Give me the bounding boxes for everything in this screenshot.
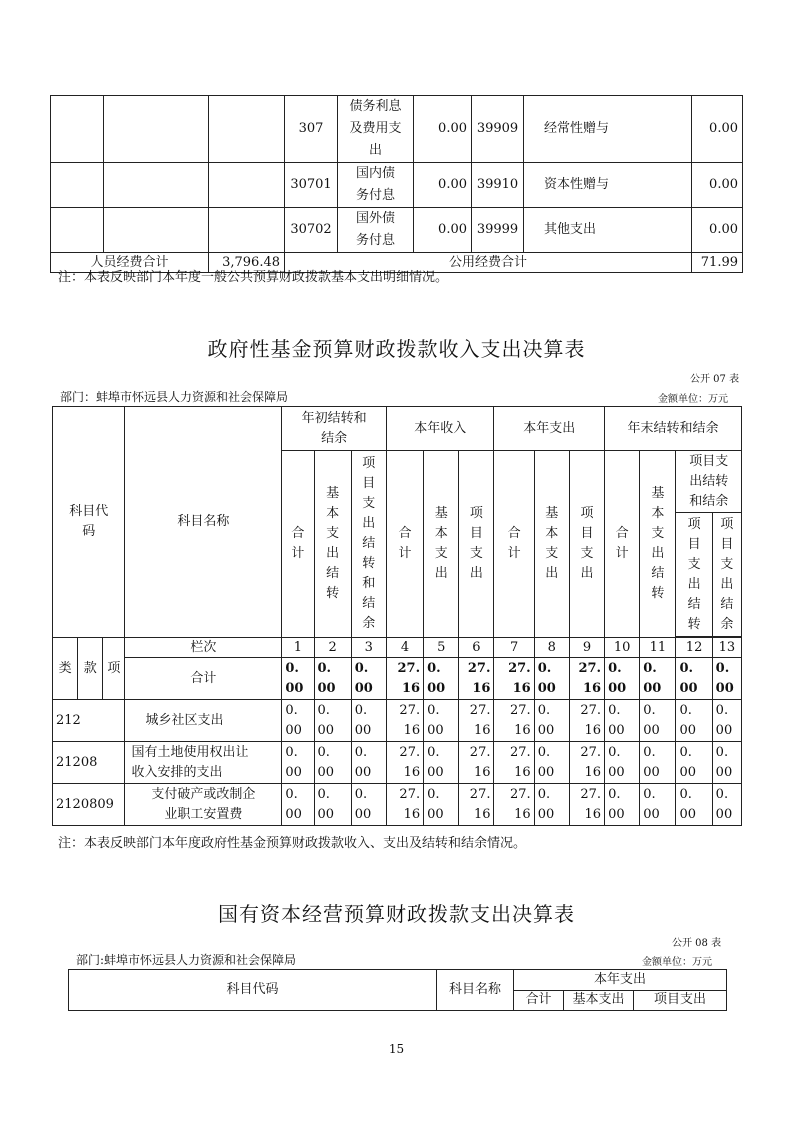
- header-project-carry: 项 目 支 出 结 转 和 结 余: [351, 451, 386, 638]
- cell-code: 39910: [472, 163, 524, 208]
- row-value: 0. 00: [640, 700, 676, 742]
- cell-name: 债务利息 及费用支 出: [338, 96, 414, 163]
- public-total-value: 71.99: [692, 253, 743, 273]
- cell-name: 国内债 务付息: [338, 163, 414, 208]
- row-value: 0. 00: [534, 742, 569, 784]
- total-value: 0. 00: [534, 658, 569, 700]
- row-value: 0. 00: [424, 784, 459, 826]
- column-number: 7: [494, 638, 534, 658]
- column-number: 6: [459, 638, 494, 658]
- cell-name: 其他支出: [524, 208, 692, 253]
- personnel-total-value: 3,796.48: [209, 253, 285, 273]
- row-value: 0. 00: [282, 700, 314, 742]
- cell-code: 307: [285, 96, 338, 163]
- row-value: 27. 16: [386, 700, 423, 742]
- public-total-label: 公用经费合计: [285, 253, 692, 273]
- header-code: 科目代 码: [53, 407, 125, 638]
- row-value: 0. 00: [351, 742, 386, 784]
- cell-code: 30701: [285, 163, 338, 208]
- header-item: 项: [103, 638, 125, 700]
- table-row: [51, 96, 743, 163]
- column-number: 12: [676, 638, 712, 658]
- row-value: 0. 00: [282, 784, 314, 826]
- row-value: 0. 00: [424, 742, 459, 784]
- column-number: 5: [424, 638, 459, 658]
- row-value: 27. 16: [569, 742, 604, 784]
- header-basic-carry: 基 本 支 出 结 转: [314, 451, 351, 638]
- row-value: 27. 16: [494, 742, 534, 784]
- total-value: 0. 00: [424, 658, 459, 700]
- total-value: 0. 00: [351, 658, 386, 700]
- unit-label: 金额单位：万元: [642, 957, 712, 968]
- total-value: 0. 00: [605, 658, 640, 700]
- total-value: 0. 00: [282, 658, 314, 700]
- row-name: 支付破产或改制企 业职工安置费: [125, 784, 282, 826]
- section-title: 国有资本经营预算财政拨款支出决算表: [218, 902, 575, 926]
- row-value: 27. 16: [494, 784, 534, 826]
- cell-value: 0.00: [692, 208, 743, 253]
- total-value: 0. 00: [640, 658, 676, 700]
- header-project-balance: 项 目 支 出 结 余: [712, 513, 741, 637]
- total-value: 0. 00: [314, 658, 351, 700]
- table-note: 注：本表反映部门本年度政府性基金预算财政拨款收入、支出及结转和结余情况。: [58, 836, 527, 851]
- cell-name: 资本性赠与: [524, 163, 692, 208]
- header-total: 合 计: [282, 451, 314, 638]
- row-value: 0. 00: [676, 700, 712, 742]
- row-value: 0. 00: [605, 784, 640, 826]
- cell-value: 0.00: [692, 163, 743, 208]
- total-label: 合计: [125, 658, 282, 700]
- cell-value: 0.00: [414, 163, 472, 208]
- column-number: 8: [534, 638, 569, 658]
- row-value: 0. 00: [640, 742, 676, 784]
- table-note: 注：本表反映部门本年度一般公共预算财政拨款基本支出明细情况。: [58, 270, 449, 285]
- table-row: [53, 700, 742, 742]
- header-name: 科目名称: [125, 407, 282, 638]
- column-number: 11: [640, 638, 676, 658]
- header-end-balance: 年末结转和结余: [605, 407, 742, 451]
- state-capital-table: [68, 969, 727, 1011]
- total-value: 27. 16: [386, 658, 423, 700]
- cell-code: 30702: [285, 208, 338, 253]
- cell-value: 0.00: [414, 208, 472, 253]
- row-value: 0. 00: [534, 700, 569, 742]
- header-project-group: 项目支 出结转 和结余: [676, 451, 742, 513]
- row-name: 城乡社区支出: [125, 700, 282, 742]
- header-total: 合 计: [605, 451, 640, 638]
- header-section: 款: [78, 638, 103, 700]
- row-value: 27. 16: [386, 742, 423, 784]
- page-number: 15: [388, 1042, 405, 1056]
- row-value: 0. 00: [676, 784, 712, 826]
- row-value: 27. 16: [459, 742, 494, 784]
- table-row: [51, 208, 743, 253]
- row-value: 0. 00: [424, 700, 459, 742]
- cell-name: 经常性赠与: [524, 96, 692, 163]
- table-row: [51, 163, 743, 208]
- header-income: 本年收入: [386, 407, 494, 451]
- total-value: 27. 16: [459, 658, 494, 700]
- cell-code: 39999: [472, 208, 524, 253]
- header-year-expense: 本年支出: [514, 970, 727, 991]
- column-number: 13: [712, 638, 741, 658]
- table-code: 公开 07 表: [690, 374, 740, 385]
- basic-expense-detail-table: [50, 95, 743, 273]
- row-value: 27. 16: [569, 700, 604, 742]
- row-value: 0. 00: [676, 742, 712, 784]
- table-row: [53, 784, 742, 826]
- page-title: 政府性基金预算财政拨款收入支出决算表: [207, 337, 586, 361]
- row-value: 0. 00: [314, 784, 351, 826]
- row-value: 27. 16: [569, 784, 604, 826]
- row-value: 0. 00: [605, 700, 640, 742]
- total-value: 0. 00: [676, 658, 712, 700]
- row-value: 27. 16: [459, 784, 494, 826]
- row-value: 27. 16: [459, 700, 494, 742]
- row-value: 0. 00: [314, 742, 351, 784]
- table-code: 公开 08 表: [672, 938, 722, 949]
- header-total: 合 计: [386, 451, 423, 638]
- cell-code: 39909: [472, 96, 524, 163]
- cell-name: 国外债 务付息: [338, 208, 414, 253]
- row-code: 2120809: [53, 784, 125, 826]
- column-number: 9: [569, 638, 604, 658]
- header-class: 类: [53, 638, 78, 700]
- row-value: 0. 00: [351, 700, 386, 742]
- department-label: 部门:蚌埠市怀远县人力资源和社会保障局: [76, 953, 297, 967]
- row-value: 0. 00: [712, 700, 741, 742]
- gov-fund-table: [52, 406, 742, 826]
- header-column-index: 栏次: [125, 638, 282, 658]
- header-code: 科目代码: [69, 970, 437, 1011]
- total-row: [53, 658, 742, 700]
- header-expense: 本年支出: [494, 407, 605, 451]
- header-project: 项 目 支 出: [459, 451, 494, 638]
- row-name: 国有土地使用权出让 收入安排的支出: [125, 742, 282, 784]
- column-number: 1: [282, 638, 314, 658]
- header-project-carry: 项 目 支 出 结 转: [676, 513, 712, 637]
- personnel-total-label: 人员经费合计: [51, 253, 209, 273]
- header-total: 合 计: [494, 451, 534, 638]
- header-basic: 基本支出: [564, 990, 634, 1011]
- header-begin-balance: 年初结转和 结余: [282, 407, 387, 451]
- row-value: 0. 00: [282, 742, 314, 784]
- total-value: 27. 16: [494, 658, 534, 700]
- department-label: 部门：蚌埠市怀远县人力资源和社会保障局: [60, 390, 289, 404]
- column-number: 3: [351, 638, 386, 658]
- header-basic-carry: 基 本 支 出 结 转: [640, 451, 676, 638]
- row-value: 0. 00: [605, 742, 640, 784]
- row-value: 27. 16: [494, 700, 534, 742]
- row-value: 0. 00: [351, 784, 386, 826]
- column-number: 2: [314, 638, 351, 658]
- total-value: 27. 16: [569, 658, 604, 700]
- cell-value: 0.00: [414, 96, 472, 163]
- total-value: 0. 00: [712, 658, 741, 700]
- header-project: 项 目 支 出: [569, 451, 604, 638]
- column-number: 4: [386, 638, 423, 658]
- row-value: 0. 00: [712, 742, 741, 784]
- header-basic: 基 本 支 出: [424, 451, 459, 638]
- row-value: 0. 00: [712, 784, 741, 826]
- row-value: 0. 00: [640, 784, 676, 826]
- header-total: 合计: [514, 990, 564, 1011]
- row-value: 0. 00: [314, 700, 351, 742]
- column-number: 10: [605, 638, 640, 658]
- table-row: [53, 742, 742, 784]
- header-name: 科目名称: [437, 970, 514, 1011]
- row-value: 27. 16: [386, 784, 423, 826]
- cell-value: 0.00: [692, 96, 743, 163]
- unit-label: 金额单位：万元: [658, 394, 728, 405]
- header-project: 项目支出: [634, 990, 727, 1011]
- row-value: 0. 00: [534, 784, 569, 826]
- row-code: 21208: [53, 742, 125, 784]
- header-basic: 基 本 支 出: [534, 451, 569, 638]
- row-code: 212: [53, 700, 125, 742]
